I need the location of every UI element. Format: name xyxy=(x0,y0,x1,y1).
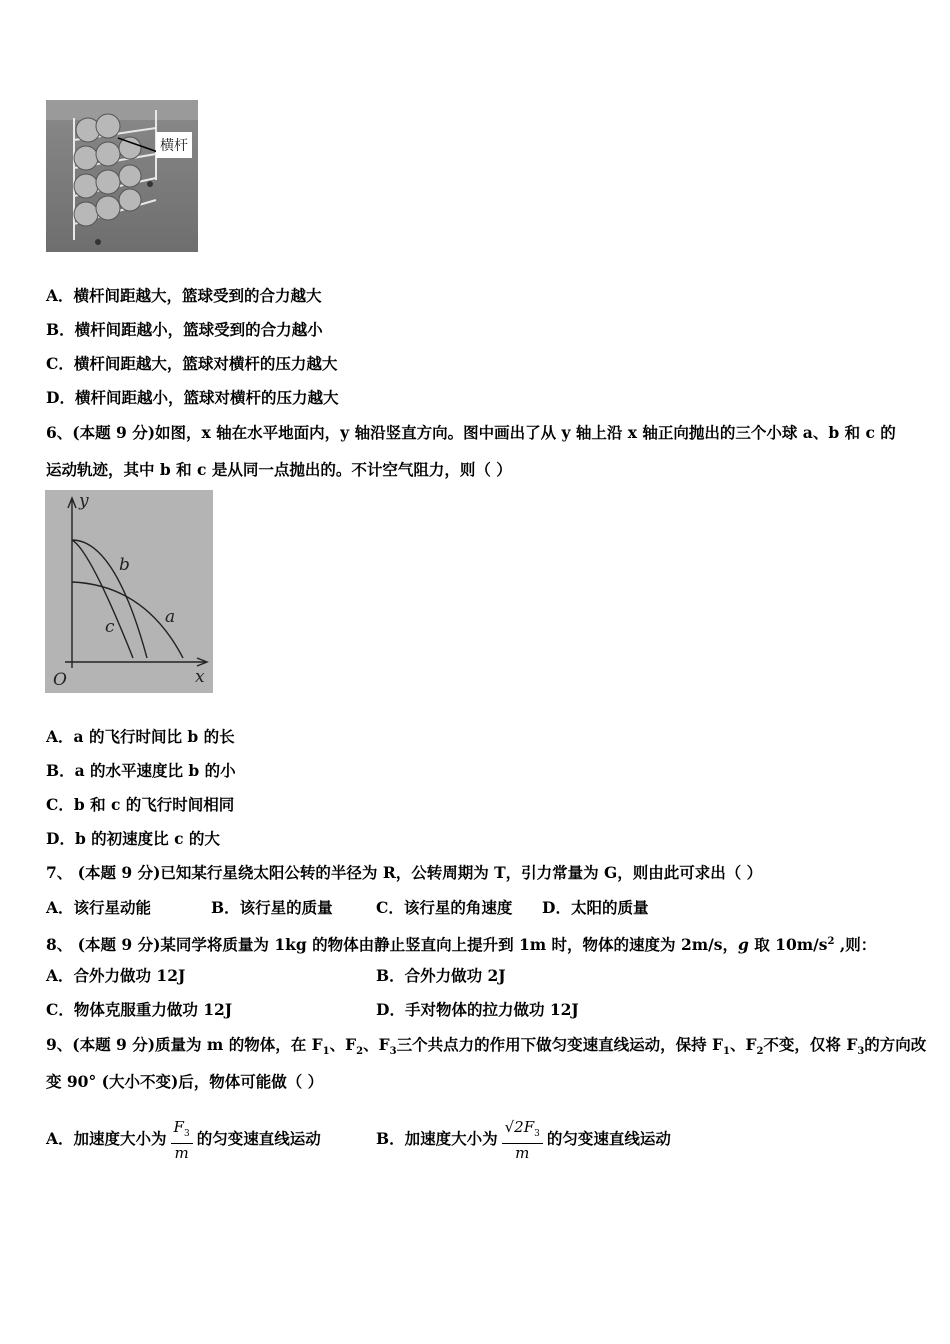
q9-option-a-subscript: 3 xyxy=(183,1129,190,1139)
crossbar-label: 横杆 xyxy=(160,138,188,154)
q9-text-7: 的方向改 xyxy=(864,1035,927,1054)
q9-text-3: 、F xyxy=(363,1035,390,1054)
basketball-rack-image xyxy=(46,100,198,252)
q8-superscript: 2 xyxy=(827,936,835,947)
q9-sub-3: 3 xyxy=(389,1046,397,1058)
q9-option-b-subscript: 3 xyxy=(534,1129,540,1139)
origin-label: O xyxy=(53,670,67,690)
q9-text-4: 三个共点力的作用下做匀变速直线运动，保持 F xyxy=(396,1035,723,1054)
q9-option-a-denominator: m xyxy=(174,1144,189,1162)
label-c: c xyxy=(105,617,115,637)
q9-option-a-suffix: 的匀变速直线运动 xyxy=(196,1129,321,1148)
q6-stem-line1: 6、(本题 9 分)如图，x 轴在水平地面内，y 轴沿竖直方向。图中画出了从 y 轴上沿 x 轴正向抛出的三个小球 a、b 和 c 的 xyxy=(46,423,896,442)
q9-option-a xyxy=(46,1114,321,1164)
q9-option-a-fraction xyxy=(171,1118,193,1162)
label-b: b xyxy=(119,555,130,575)
q9-sub-5: 2 xyxy=(756,1046,764,1058)
q7-option-a: A．该行星动能 xyxy=(46,898,152,917)
q9-text-2: 、F xyxy=(329,1035,357,1054)
q6-option-b: B．a 的水平速度比 b 的小 xyxy=(46,761,236,780)
q9-text-1: 9、(本题 9 分)质量为 m 的物体，在 F xyxy=(46,1035,323,1054)
q6-option-a: A．a 的飞行时间比 b 的长 xyxy=(46,727,235,746)
q9-sub-4: 1 xyxy=(722,1046,730,1058)
q6-option-c: C．b 和 c 的飞行时间相同 xyxy=(46,795,235,814)
q9-option-b-denominator: m xyxy=(515,1144,530,1162)
q9-option-a-prefix: A．加速度大小为 xyxy=(46,1129,167,1148)
q9-text-6: 不变，仅将 F xyxy=(763,1035,858,1054)
q6-stem-line2: 运动轨迹，其中 b 和 c 是从同一点抛出的。不计空气阻力，则（ ） xyxy=(46,460,512,479)
q8-stem-end: ,则： xyxy=(834,935,877,955)
q9-sub-2: 2 xyxy=(356,1046,364,1058)
q8-stem-text: 8、 (本题 9 分)某同学将质量为 1kg 的物体由静止竖直向上提升到 1m 时，物体的速度为 2m/s， xyxy=(46,935,739,955)
q5-option-a: A．横杆间距越大，篮球受到的合力越大 xyxy=(46,286,322,305)
q7-option-c: C．该行星的角速度 xyxy=(376,898,513,917)
basketball-rack-figure xyxy=(46,100,198,252)
q9-sub-1: 1 xyxy=(322,1046,330,1058)
q7-stem: 7、 (本题 9 分)已知某行星绕太阳公转的半径为 R，公转周期为 T，引力常量为 G，则由此可求出（ ） xyxy=(46,863,763,882)
q9-option-a-numerator: F xyxy=(173,1118,184,1136)
q8-option-c: C．物体克服重力做功 12J xyxy=(46,1000,233,1019)
q8-stem xyxy=(46,932,876,955)
q5-option-b: B．横杆间距越小，篮球受到的合力越小 xyxy=(46,320,323,339)
q8-option-a: A．合外力做功 12J xyxy=(46,966,186,985)
q6-option-d: D．b 的初速度比 c 的大 xyxy=(46,829,220,848)
q9-text-5: 、F xyxy=(729,1035,757,1054)
q9-stem-line2: 变 90° (大小不变)后，物体可能做（ ） xyxy=(46,1072,324,1091)
q5-option-c: C．横杆间距越大，篮球对横杆的压力越大 xyxy=(46,354,338,373)
q9-stem-line1 xyxy=(46,1035,926,1062)
q7-option-b: B．该行星的质量 xyxy=(211,898,333,917)
q9-option-b-fraction xyxy=(502,1118,543,1162)
q8-stem-unit: 取 10m/s xyxy=(748,935,828,955)
q9-option-b-numerator: √2F xyxy=(504,1118,535,1136)
q9-option-b-prefix: B．加速度大小为 xyxy=(376,1129,498,1148)
q9-sub-6: 3 xyxy=(857,1046,865,1058)
q8-g-symbol: g xyxy=(738,935,749,955)
q5-option-d: D．横杆间距越小，篮球对横杆的压力越大 xyxy=(46,388,339,407)
x-axis-label: x xyxy=(195,667,205,687)
q9-option-b-suffix: 的匀变速直线运动 xyxy=(546,1129,671,1148)
y-axis-label: y xyxy=(79,491,89,511)
q9-option-b xyxy=(376,1114,671,1164)
q8-option-d: D．手对物体的拉力做功 12J xyxy=(376,1000,579,1019)
q7-option-d: D．太阳的质量 xyxy=(542,898,649,917)
trajectory-figure xyxy=(45,490,213,693)
q8-option-b: B．合外力做功 2J xyxy=(376,966,506,985)
label-a: a xyxy=(165,607,176,627)
